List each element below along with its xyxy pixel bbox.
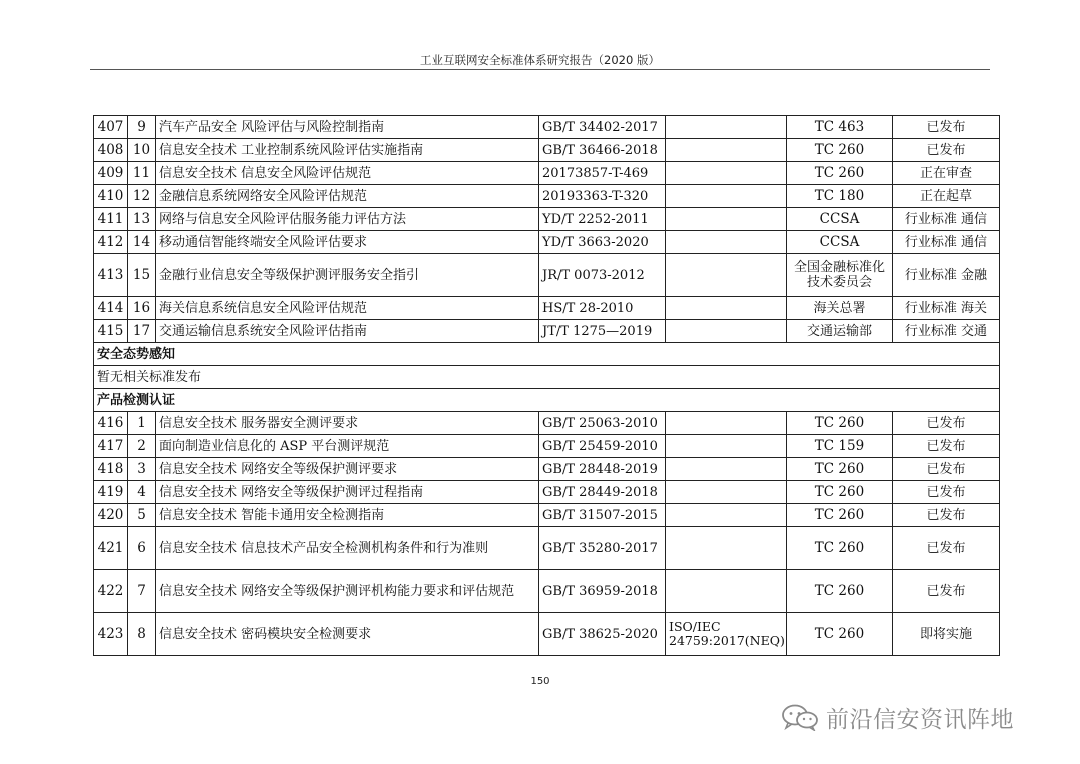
row-status: 行业标准 通信: [893, 231, 1000, 254]
row-standard-name: 信息安全技术 智能卡通用安全检测指南: [156, 504, 539, 527]
row-standard-code: GB/T 38625-2020: [539, 613, 666, 656]
row-status: 已发布: [893, 570, 1000, 613]
row-standard-code: GB/T 25459-2010: [539, 435, 666, 458]
row-ref-standard: [666, 412, 787, 435]
row-status: 已发布: [893, 458, 1000, 481]
row-committee: TC 260: [787, 458, 893, 481]
table-row: [94, 162, 1000, 185]
row-ref-standard: [666, 139, 787, 162]
row-committee: TC 159: [787, 435, 893, 458]
row-standard-name: 面向制造业信息化的 ASP 平台测评规范: [156, 435, 539, 458]
row-committee: CCSA: [787, 208, 893, 231]
row-standard-name: 金融行业信息安全等级保护测评服务安全指引: [156, 254, 539, 297]
row-id: 423: [94, 613, 128, 656]
row-status: 已发布: [893, 435, 1000, 458]
page-number: 150: [530, 676, 550, 687]
row-status: 行业标准 金融: [893, 254, 1000, 297]
row-standard-name: 信息安全技术 网络安全等级保护测评机构能力要求和评估规范: [156, 570, 539, 613]
row-standard-name: 移动通信智能终端安全风险评估要求: [156, 231, 539, 254]
table-row: [94, 297, 1000, 320]
row-status: 已发布: [893, 527, 1000, 570]
row-standard-code: GB/T 28449-2018: [539, 481, 666, 504]
row-id: 415: [94, 320, 128, 343]
table-row: [94, 231, 1000, 254]
table-row: [94, 208, 1000, 231]
table-row: [94, 116, 1000, 139]
row-status: 已发布: [893, 504, 1000, 527]
row-id: 413: [94, 254, 128, 297]
row-standard-code: YD/T 3663-2020: [539, 231, 666, 254]
row-seq: 8: [128, 613, 156, 656]
row-id: 414: [94, 297, 128, 320]
row-ref-standard: [666, 320, 787, 343]
row-id: 408: [94, 139, 128, 162]
row-committee: TC 260: [787, 139, 893, 162]
row-ref-standard: [666, 527, 787, 570]
row-standard-code: GB/T 36466-2018: [539, 139, 666, 162]
row-seq: 4: [128, 481, 156, 504]
row-ref-standard: [666, 504, 787, 527]
row-standard-code: JR/T 0073-2012: [539, 254, 666, 297]
row-committee: TC 260: [787, 162, 893, 185]
row-seq: 16: [128, 297, 156, 320]
row-status: 已发布: [893, 139, 1000, 162]
row-status: 正在起草: [893, 185, 1000, 208]
section-note-row: [94, 366, 1000, 389]
row-id: 421: [94, 527, 128, 570]
table-row: [94, 320, 1000, 343]
row-standard-code: 20173857-T-469: [539, 162, 666, 185]
table-row: [94, 504, 1000, 527]
row-seq: 3: [128, 458, 156, 481]
row-ref-standard: ISO/IEC 24759:2017(NEQ): [666, 613, 787, 656]
row-status: 行业标准 交通: [893, 320, 1000, 343]
row-id: 422: [94, 570, 128, 613]
watermark-text: 前沿信安资讯阵地: [826, 706, 1014, 733]
row-committee: TC 463: [787, 116, 893, 139]
section-row-awareness: [94, 343, 1000, 366]
row-standard-code: GB/T 35280-2017: [539, 527, 666, 570]
row-standard-code: GB/T 31507-2015: [539, 504, 666, 527]
table-row: [94, 613, 1000, 656]
row-standard-name: 海关信息系统信息安全风险评估规范: [156, 297, 539, 320]
section-heading: 产品检测认证: [94, 389, 1000, 412]
row-seq: 6: [128, 527, 156, 570]
row-standard-name: 汽车产品安全 风险评估与风险控制指南: [156, 116, 539, 139]
row-ref-standard: [666, 185, 787, 208]
table-row: [94, 139, 1000, 162]
row-status: 即将实施: [893, 613, 1000, 656]
row-id: 418: [94, 458, 128, 481]
row-standard-name: 信息安全技术 信息安全风险评估规范: [156, 162, 539, 185]
table-row: [94, 458, 1000, 481]
row-committee: TC 180: [787, 185, 893, 208]
row-ref-standard: [666, 208, 787, 231]
row-committee: TC 260: [787, 481, 893, 504]
wechat-icon: [780, 703, 820, 731]
table-row: [94, 254, 1000, 297]
row-standard-name: 信息安全技术 网络安全等级保护测评过程指南: [156, 481, 539, 504]
row-committee: 全国金融标准化 技术委员会: [787, 254, 893, 297]
row-standard-code: GB/T 28448-2019: [539, 458, 666, 481]
row-seq: 13: [128, 208, 156, 231]
row-standard-name: 信息安全技术 服务器安全测评要求: [156, 412, 539, 435]
row-standard-name: 信息安全技术 密码模块安全检测要求: [156, 613, 539, 656]
row-committee: TC 260: [787, 613, 893, 656]
row-status: 正在审查: [893, 162, 1000, 185]
row-id: 420: [94, 504, 128, 527]
table-row: [94, 481, 1000, 504]
row-seq: 10: [128, 139, 156, 162]
row-standard-code: HS/T 28-2010: [539, 297, 666, 320]
report-header-title: 工业互联网安全标准体系研究报告（2020 版）: [420, 53, 660, 67]
header-divider: [90, 69, 990, 70]
row-id: 411: [94, 208, 128, 231]
watermark: [780, 702, 1014, 732]
row-seq: 15: [128, 254, 156, 297]
row-committee: 海关总署: [787, 297, 893, 320]
row-id: 419: [94, 481, 128, 504]
row-id: 407: [94, 116, 128, 139]
row-standard-name: 信息安全技术 工业控制系统风险评估实施指南: [156, 139, 539, 162]
row-id: 410: [94, 185, 128, 208]
section-heading: 安全态势感知: [94, 343, 1000, 366]
row-standard-code: 20193363-T-320: [539, 185, 666, 208]
row-standard-name: 信息安全技术 网络安全等级保护测评要求: [156, 458, 539, 481]
row-seq: 12: [128, 185, 156, 208]
row-committee: TC 260: [787, 570, 893, 613]
row-status: 已发布: [893, 481, 1000, 504]
row-id: 412: [94, 231, 128, 254]
table-row: [94, 435, 1000, 458]
row-status: 已发布: [893, 412, 1000, 435]
row-committee: TC 260: [787, 412, 893, 435]
row-status: 行业标准 通信: [893, 208, 1000, 231]
row-status: 已发布: [893, 116, 1000, 139]
row-ref-standard: [666, 297, 787, 320]
row-standard-code: GB/T 34402-2017: [539, 116, 666, 139]
row-committee: CCSA: [787, 231, 893, 254]
row-standard-name: 网络与信息安全风险评估服务能力评估方法: [156, 208, 539, 231]
row-standard-code: JT/T 1275—2019: [539, 320, 666, 343]
table-row: [94, 527, 1000, 570]
row-standard-name: 金融信息系统网络安全风险评估规范: [156, 185, 539, 208]
row-id: 417: [94, 435, 128, 458]
row-committee: TC 260: [787, 527, 893, 570]
row-seq: 2: [128, 435, 156, 458]
row-ref-standard: [666, 481, 787, 504]
row-status: 行业标准 海关: [893, 297, 1000, 320]
row-standard-code: GB/T 25063-2010: [539, 412, 666, 435]
row-seq: 9: [128, 116, 156, 139]
row-ref-standard: [666, 116, 787, 139]
row-ref-standard: [666, 254, 787, 297]
row-seq: 14: [128, 231, 156, 254]
row-standard-code: YD/T 2252-2011: [539, 208, 666, 231]
table-row: [94, 412, 1000, 435]
row-id: 409: [94, 162, 128, 185]
row-seq: 5: [128, 504, 156, 527]
row-standard-name: 信息安全技术 信息技术产品安全检测机构条件和行为准则: [156, 527, 539, 570]
row-seq: 1: [128, 412, 156, 435]
section-row-certification: [94, 389, 1000, 412]
row-id: 416: [94, 412, 128, 435]
standards-table: [93, 115, 1000, 656]
row-ref-standard: [666, 231, 787, 254]
row-seq: 17: [128, 320, 156, 343]
row-ref-standard: [666, 458, 787, 481]
row-committee: TC 260: [787, 504, 893, 527]
row-seq: 11: [128, 162, 156, 185]
section-note: 暂无相关标准发布: [94, 366, 1000, 389]
table-row: [94, 185, 1000, 208]
row-committee: 交通运输部: [787, 320, 893, 343]
row-standard-name: 交通运输信息系统安全风险评估指南: [156, 320, 539, 343]
row-ref-standard: [666, 570, 787, 613]
table-row: [94, 570, 1000, 613]
row-standard-code: GB/T 36959-2018: [539, 570, 666, 613]
row-seq: 7: [128, 570, 156, 613]
row-ref-standard: [666, 435, 787, 458]
row-ref-standard: [666, 162, 787, 185]
